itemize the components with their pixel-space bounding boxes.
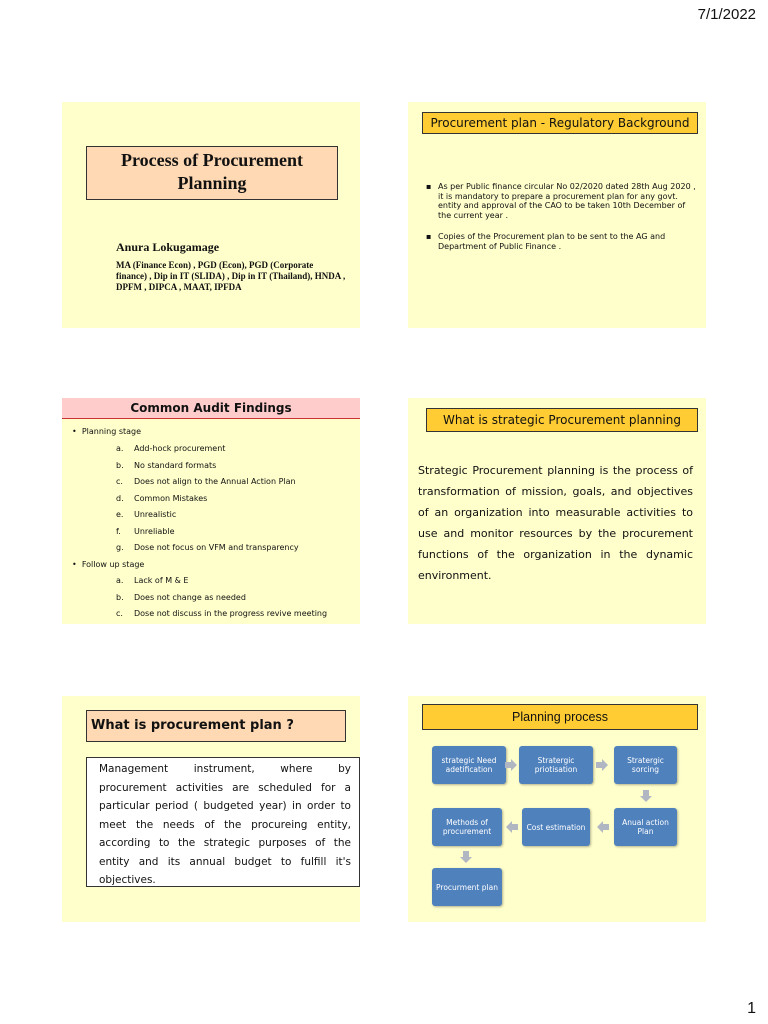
slide-header: Common Audit Findings <box>62 398 360 419</box>
step-procurement-plan: Procurment plan <box>432 868 502 906</box>
slide-title <box>62 102 360 328</box>
slide-header: Procurement plan - Regulatory Background <box>422 112 698 134</box>
bullet-item <box>426 182 696 220</box>
bullet-item <box>426 232 696 251</box>
finding-item <box>116 543 299 553</box>
slide-header: What is procurement plan ? <box>86 710 346 742</box>
finding-marker: c. <box>116 609 123 618</box>
finding-text: No standard formats <box>134 460 217 470</box>
stage-label: • Follow up stage <box>72 560 145 569</box>
slide-title-box <box>86 146 338 200</box>
finding-text: Does not align to the Annual Action Plan <box>134 477 296 486</box>
arrow-down-icon <box>639 789 653 803</box>
finding-text: Dose not focus on VFM and transparency <box>134 543 299 552</box>
finding-marker: c. <box>116 477 123 486</box>
finding-marker: g. <box>116 543 124 552</box>
bullet-text: Copies of the Procurement plan to be sent to the AG and Department of Public Finance . <box>438 232 666 251</box>
step-strategic-prioritisation: Stratergic priotisation <box>519 746 593 784</box>
slide-header: What is strategic Procurement planning <box>426 408 698 432</box>
finding-item <box>116 461 216 471</box>
slide-body: Strategic Procurement planning is the process of transformation of mission, goals, and objectives of an organization into measurable activities to use and monitor resources by the procurement functions of the organization in the dynamic environment. <box>418 464 693 582</box>
finding-marker: a. <box>116 444 124 453</box>
finding-item <box>116 477 296 487</box>
slide-header: Planning process <box>422 704 698 730</box>
arrow-left-icon <box>505 820 519 834</box>
finding-item <box>116 510 176 520</box>
author-name: Anura Lokugamage <box>116 240 220 254</box>
title-line-2: Planning <box>177 173 247 193</box>
bullet-marker: • <box>72 560 82 569</box>
slide-regulatory-background <box>408 102 706 328</box>
slide-body: Management instrument, where by procurement activities are scheduled for a particular period ( budgeted year) in order to meet the needs of the procureing entity, according to the strategic purposes of the entity and its annual budget to fulfill it's objectives. <box>86 757 360 887</box>
finding-text: Unrealistic <box>134 510 177 519</box>
finding-item <box>116 494 207 504</box>
arrow-right-icon <box>504 758 518 772</box>
bullet-list <box>426 182 696 263</box>
step-strategic-sourcing: Stratergic sorcing <box>614 746 677 784</box>
finding-text: Lack of M & E <box>134 576 189 585</box>
finding-item <box>116 444 225 454</box>
bullet-marker: ▪ <box>426 232 432 241</box>
arrow-right-icon <box>595 758 609 772</box>
bullet-text: As per Public finance circular No 02/2020 dated 28th Aug 2020 , it is mandatory to prepare a procurement plan for any govt. entity and approval of the CAO to be taken 10th December of the current year . <box>438 182 696 220</box>
slide-planning-process <box>408 696 706 922</box>
finding-marker: d. <box>116 493 124 503</box>
step-methods-of-procurement: Methods of procurement <box>432 808 502 846</box>
arrow-down-icon <box>459 850 473 864</box>
finding-marker: a. <box>116 576 124 585</box>
bullet-marker: • <box>72 427 82 436</box>
arrow-left-icon <box>596 820 610 834</box>
page-date: 7/1/2022 <box>697 6 756 23</box>
step-need-identification: strategic Need adetification <box>432 746 506 784</box>
finding-marker: b. <box>116 460 124 470</box>
finding-text: Unreliable <box>134 526 175 536</box>
finding-text: Add-hock procurement <box>134 444 226 453</box>
finding-marker: f. <box>116 526 121 536</box>
bullet-marker: ▪ <box>426 182 432 191</box>
author-qualifications: MA (Finance Econ) , PGD (Econ), PGD (Corporate finance) , Dip in IT (SLIDA) , Dip in IT (Thailand), HNDA , DPFM , DIPCA , MAAT, IPFDA <box>116 260 346 292</box>
step-annual-action-plan: Anual action Plan <box>614 808 677 846</box>
page-number: 1 <box>747 1000 756 1017</box>
finding-text: Dose not discuss in the progress revive meeting <box>134 609 328 618</box>
finding-item <box>116 576 188 586</box>
slide-audit-findings <box>62 398 360 624</box>
slide-strategic-planning <box>408 398 706 624</box>
title-line-1: Process of Procurement <box>121 150 303 170</box>
slide-procurement-plan <box>62 696 360 922</box>
finding-marker: b. <box>116 592 124 602</box>
finding-item <box>116 527 175 537</box>
finding-item <box>116 609 327 619</box>
finding-text: Does not change as needed <box>134 592 246 602</box>
finding-marker: e. <box>116 510 124 519</box>
finding-text: Common Mistakes <box>134 493 208 503</box>
step-cost-estimation: Cost estimation <box>522 808 590 846</box>
stage-label: • Planning stage <box>72 427 142 436</box>
finding-item <box>116 593 246 603</box>
